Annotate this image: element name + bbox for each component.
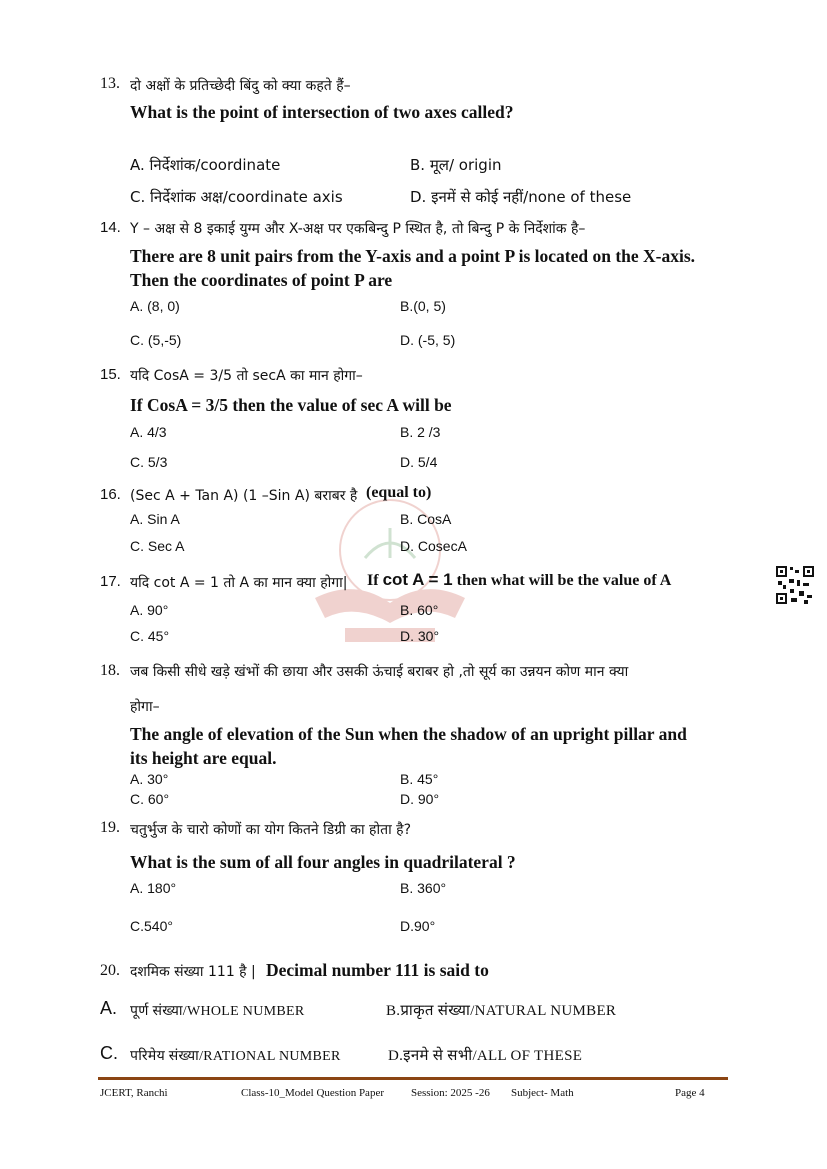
q18-hindi-line2: होगा–	[130, 699, 160, 715]
q19-option-c: C.540°	[130, 918, 173, 934]
q18-option-d: D. 90°	[400, 791, 440, 807]
q15-option-b: B. 2 /3	[400, 424, 441, 440]
q17-option-b: B. 60°	[400, 602, 439, 618]
footer-subject: Subject- Math	[511, 1087, 574, 1099]
q20-option-b: B.प्राकृत संख्या/NATURAL NUMBER	[386, 1003, 617, 1019]
q17-hindi-text: यदि cot A = 1 तो A का मान क्या होगा|	[130, 575, 348, 591]
q18-number: 18.	[100, 662, 120, 679]
q15-number: 15.	[100, 366, 121, 383]
q14-hindi-text: Y – अक्ष से 8 इकाई युग्म और X-अक्ष पर एकबिन्दु P स्थित है, तो बिन्दु P के निर्देशांक है–	[130, 221, 586, 237]
q19-hindi-text: चतुर्भुज के चारो कोणों का योग कितने डिग्री का होता है?	[130, 822, 412, 838]
footer-paper: Class-10_Model Question Paper	[241, 1087, 384, 1099]
q16-option-b: B. CosA	[400, 511, 452, 527]
q16-english-text: (equal to)	[366, 484, 432, 501]
q18-english-line2: its height are equal.	[130, 748, 277, 768]
q14-option-b: B.(0, 5)	[400, 298, 446, 314]
q17-number: 17.	[100, 573, 121, 590]
q16-hindi-text: (Sec A + Tan A) (1 –Sin A) बराबर है	[130, 488, 358, 504]
q17-english-suffix: then what will be the value of A	[456, 572, 672, 589]
q16-number: 16.	[100, 486, 121, 503]
q19-number: 19.	[100, 819, 120, 836]
q20-number: 20.	[100, 962, 120, 979]
q13-option-b: B. मूल/ origin	[410, 156, 502, 174]
q19-option-a: A. 180°	[130, 880, 177, 896]
q20-hindi-text: दशमिक संख्या 111 है |	[130, 964, 256, 980]
q14-english-line1: There are 8 unit pairs from the Y-axis and a point P is located on the X-axis.	[130, 246, 696, 266]
q13-number: 13.	[100, 75, 120, 92]
q20-option-a-letter: A.	[100, 998, 118, 1018]
qr-code-icon	[775, 565, 815, 605]
q15-hindi-text: यदि CosA = 3/5 तो secA का मान होगा–	[130, 368, 363, 384]
q18-option-b: B. 45°	[400, 771, 439, 787]
q15-option-c: C. 5/3	[130, 454, 168, 470]
q17-english-text	[367, 570, 671, 590]
q18-option-a: A. 30°	[130, 771, 169, 787]
q14-number: 14.	[100, 219, 121, 236]
footer-org: JCERT, Ranchi	[100, 1087, 168, 1099]
q16-option-d: D. CosecA	[400, 538, 467, 554]
q18-hindi-line1: जब किसी सीधे खड़े खंभों की छाया और उसकी ऊंचाई बराबर हो ,तो सूर्य का उन्नयन कोण मान क्या	[130, 664, 629, 680]
q17-english-expression: cot A = 1	[382, 570, 453, 589]
q13-hindi-text: दो अक्षों के प्रतिच्छेदी बिंदु को क्या कहते हैं–	[130, 78, 351, 94]
q19-english-text: What is the sum of all four angles in quadrilateral ?	[130, 852, 516, 872]
q13-english-text: What is the point of intersection of two axes called?	[130, 102, 514, 122]
q13-option-c: C. निर्देशांक अक्ष/coordinate axis	[130, 188, 343, 206]
q20-option-c: परिमेय संख्या/RATIONAL NUMBER	[130, 1049, 341, 1064]
q17-option-a: A. 90°	[130, 602, 169, 618]
q17-english-prefix: If	[367, 572, 379, 589]
q14-option-a: A. (8, 0)	[130, 298, 180, 314]
q16-option-c: C. Sec A	[130, 538, 185, 554]
q17-option-c: C. 45°	[130, 628, 170, 644]
q20-option-a: पूर्ण संख्या/WHOLE NUMBER	[130, 1004, 305, 1019]
q13-option-a: A. निर्देशांक/coordinate	[130, 156, 281, 174]
q20-option-c-letter: C.	[100, 1043, 118, 1063]
footer-rule	[98, 1077, 728, 1080]
q18-english-line1: The angle of elevation of the Sun when the shadow of an upright pillar and	[130, 724, 687, 744]
q14-option-c: C. (5,-5)	[130, 332, 182, 348]
q17-option-d: D. 30°	[400, 628, 440, 644]
q20-option-d: D.इनमे से सभी/ALL OF THESE	[388, 1048, 583, 1064]
q16-option-a: A. Sin A	[130, 511, 180, 527]
q14-option-d: D. (-5, 5)	[400, 332, 456, 348]
footer-page-number: Page 4	[675, 1087, 705, 1099]
q19-option-d: D.90°	[400, 918, 436, 934]
q14-english-line2: Then the coordinates of point P are	[130, 270, 393, 290]
q18-option-c: C. 60°	[130, 791, 170, 807]
q13-option-d: D. इनमें से कोई नहीं/none of these	[410, 188, 632, 206]
q15-option-d: D. 5/4	[400, 454, 438, 470]
q15-option-a: A. 4/3	[130, 424, 167, 440]
q19-option-b: B. 360°	[400, 880, 447, 896]
q15-english-text: If CosA = 3/5 then the value of sec A will be	[130, 395, 452, 415]
footer-session: Session: 2025 -26	[411, 1087, 490, 1099]
q20-english-text: Decimal number 111 is said to	[266, 960, 489, 980]
